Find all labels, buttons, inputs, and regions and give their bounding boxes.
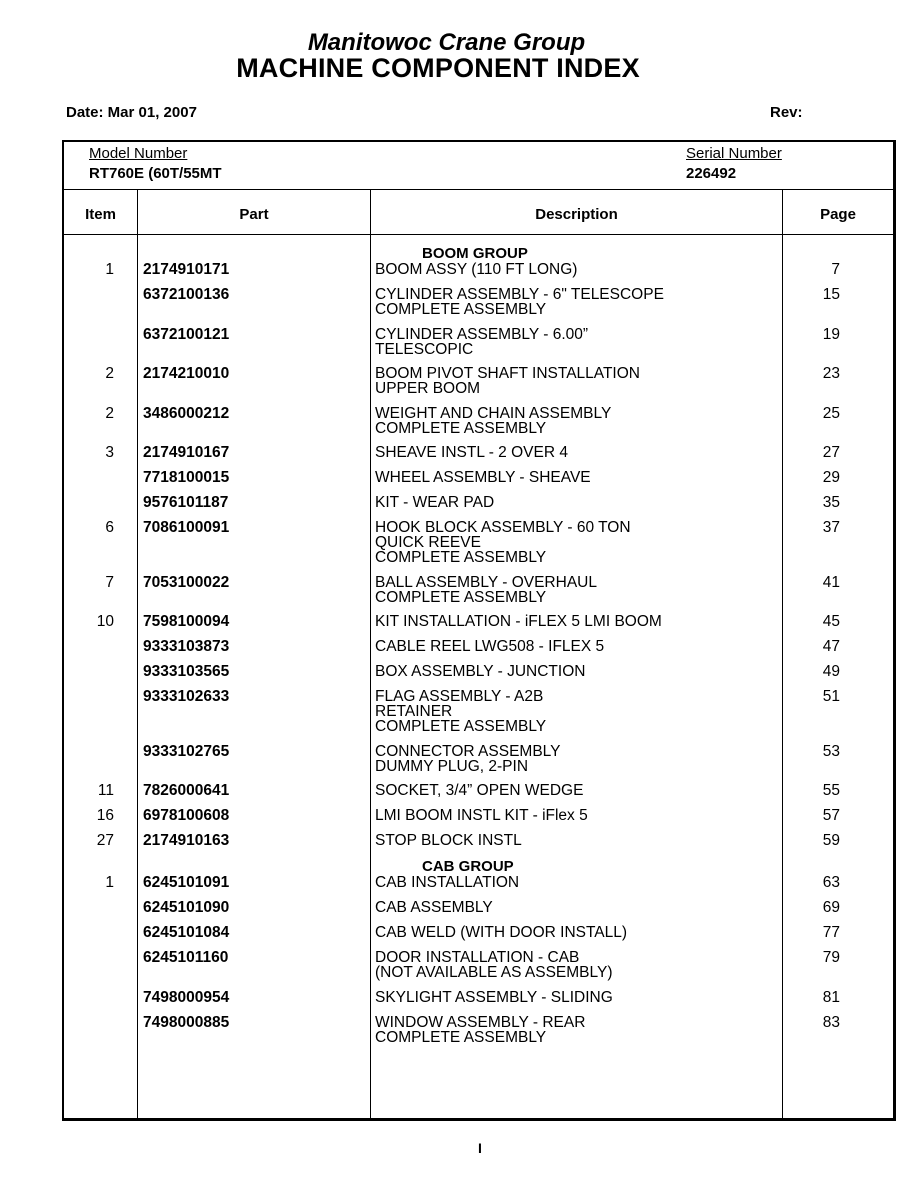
item-number: 2 bbox=[105, 365, 114, 382]
part-number: 7718100015 bbox=[143, 469, 230, 486]
table-row bbox=[0, 445, 918, 470]
description-line: LMI BOOM INSTL KIT - iFlex 5 bbox=[375, 807, 588, 824]
table-row bbox=[0, 287, 918, 327]
description-line: CAB ASSEMBLY bbox=[375, 899, 493, 916]
description bbox=[375, 833, 522, 848]
description-line: SOCKET, 3/4” OPEN WEDGE bbox=[375, 782, 584, 799]
description bbox=[375, 445, 568, 460]
page-ref: 29 bbox=[822, 469, 840, 486]
part-number: 9333103873 bbox=[143, 638, 230, 655]
description bbox=[375, 470, 591, 485]
part-number: 2174210010 bbox=[143, 365, 230, 382]
page-ref: 27 bbox=[822, 444, 840, 461]
description-line: CYLINDER ASSEMBLY - 6" TELESCOPE bbox=[375, 286, 664, 303]
description-line: KIT INSTALLATION - iFLEX 5 LMI BOOM bbox=[375, 613, 662, 630]
part-number: 6978100608 bbox=[143, 807, 230, 824]
description bbox=[375, 689, 546, 734]
item-number: 1 bbox=[105, 874, 114, 891]
table-row bbox=[0, 664, 918, 689]
description bbox=[375, 950, 612, 980]
page-ref: 25 bbox=[822, 404, 840, 422]
part-number: 7053100022 bbox=[143, 573, 230, 591]
part-number: 9333103565 bbox=[143, 663, 230, 680]
description-line: FLAG ASSEMBLY - A2B bbox=[375, 688, 544, 705]
part-number: 6245101160 bbox=[143, 949, 229, 966]
description-line: (NOT AVAILABLE AS ASSEMBLY) bbox=[375, 964, 613, 981]
description bbox=[375, 925, 627, 940]
serial-number-value: 226492 bbox=[686, 165, 737, 182]
description-line: WINDOW ASSEMBLY - REAR bbox=[375, 1013, 586, 1031]
description-line: COMPLETE ASSEMBLY bbox=[375, 718, 547, 735]
description bbox=[375, 783, 583, 798]
table-row bbox=[0, 639, 918, 664]
column-header-description: Description bbox=[535, 206, 618, 223]
table-row bbox=[0, 470, 918, 495]
part-number: 3486000212 bbox=[143, 404, 230, 422]
description bbox=[375, 406, 611, 436]
item-number: 11 bbox=[97, 782, 114, 799]
description bbox=[375, 287, 664, 317]
description bbox=[375, 875, 519, 890]
part-number: 7498000885 bbox=[143, 1013, 230, 1031]
description-line: BOOM ASSY (110 FT LONG) bbox=[375, 261, 578, 278]
description-line: CONNECTOR ASSEMBLY bbox=[375, 742, 561, 760]
table-row bbox=[0, 575, 918, 615]
table-row bbox=[0, 406, 918, 446]
item-number: 6 bbox=[105, 519, 114, 536]
table-row bbox=[0, 327, 918, 367]
column-header-page: Page bbox=[820, 206, 856, 223]
company-name: Manitowoc Crane Group bbox=[307, 29, 586, 56]
table-row bbox=[0, 614, 918, 639]
part-number: 2174910167 bbox=[143, 444, 230, 461]
table-row bbox=[0, 744, 918, 784]
page-ref: 59 bbox=[822, 832, 840, 849]
description bbox=[375, 520, 631, 565]
header-divider bbox=[64, 189, 893, 190]
description-line: COMPLETE ASSEMBLY bbox=[375, 549, 547, 566]
page-ref: 45 bbox=[822, 613, 840, 630]
description-line: BALL ASSEMBLY - OVERHAUL bbox=[375, 573, 597, 591]
description bbox=[375, 366, 640, 396]
model-number-label: Model Number bbox=[89, 145, 188, 162]
description bbox=[375, 990, 613, 1005]
page-ref: 23 bbox=[822, 365, 840, 382]
part-number: 2174910171 bbox=[143, 261, 230, 278]
table-row bbox=[0, 366, 918, 406]
table-row bbox=[0, 808, 918, 833]
page-ref: 63 bbox=[822, 874, 840, 891]
page-number: I bbox=[478, 1140, 482, 1156]
page-ref: 47 bbox=[822, 638, 840, 655]
part-number: 9333102633 bbox=[143, 688, 230, 705]
description-line: RETAINER bbox=[375, 703, 453, 720]
page-ref: 77 bbox=[822, 924, 840, 941]
part-number: 9333102765 bbox=[143, 742, 230, 760]
description-line: CAB INSTALLATION bbox=[375, 874, 520, 891]
description-line: SKYLIGHT ASSEMBLY - SLIDING bbox=[375, 988, 613, 1006]
column-header-part: Part bbox=[239, 206, 269, 223]
table-row bbox=[0, 783, 918, 808]
description bbox=[375, 262, 577, 277]
table-row bbox=[0, 925, 918, 950]
item-number: 27 bbox=[96, 832, 114, 849]
description-line: BOX ASSEMBLY - JUNCTION bbox=[375, 663, 586, 680]
description-line: CABLE REEL LWG508 - IFLEX 5 bbox=[375, 638, 605, 655]
page-ref: 83 bbox=[822, 1013, 840, 1031]
item-number: 3 bbox=[105, 444, 114, 461]
page-ref: 57 bbox=[822, 807, 840, 824]
part-number: 9576101187 bbox=[143, 494, 229, 511]
description-line: HOOK BLOCK ASSEMBLY - 60 TON bbox=[375, 519, 631, 536]
description-line: COMPLETE ASSEMBLY bbox=[375, 588, 547, 606]
table-row bbox=[0, 520, 918, 575]
description bbox=[375, 664, 585, 679]
serial-number-label: Serial Number bbox=[686, 145, 782, 162]
group-name: CAB GROUP bbox=[422, 858, 514, 875]
page-ref: 51 bbox=[822, 688, 840, 705]
page-title: MACHINE COMPONENT INDEX bbox=[236, 53, 640, 83]
description bbox=[375, 744, 560, 774]
page-ref: 69 bbox=[822, 899, 840, 916]
table-row bbox=[0, 495, 918, 520]
description bbox=[375, 327, 588, 357]
description-line: BOOM PIVOT SHAFT INSTALLATION bbox=[375, 365, 640, 382]
part-number: 7086100091 bbox=[143, 519, 230, 536]
table-body bbox=[0, 245, 918, 1054]
part-number: 6372100136 bbox=[143, 286, 230, 303]
group-header bbox=[0, 245, 918, 262]
revision-label: Rev: bbox=[770, 104, 803, 121]
description bbox=[375, 900, 493, 915]
description-line: KIT - WEAR PAD bbox=[375, 494, 495, 511]
part-number: 6245101084 bbox=[143, 924, 230, 941]
description-line: TELESCOPIC bbox=[375, 340, 474, 358]
part-number: 6245101091 bbox=[143, 874, 230, 891]
table-row bbox=[0, 689, 918, 744]
description-line: COMPLETE ASSEMBLY bbox=[375, 419, 547, 437]
description bbox=[375, 1015, 585, 1045]
description-line: DUMMY PLUG, 2-PIN bbox=[375, 757, 529, 775]
item-number: 10 bbox=[96, 613, 114, 630]
group-header bbox=[0, 858, 918, 875]
model-number-value: RT760E (60T/55MT bbox=[89, 165, 222, 182]
description-line: CYLINDER ASSEMBLY - 6.00” bbox=[375, 325, 589, 343]
page-ref: 35 bbox=[822, 494, 840, 511]
part-number: 6245101090 bbox=[143, 899, 230, 916]
item-number: 16 bbox=[96, 807, 114, 824]
page-ref: 49 bbox=[822, 663, 840, 680]
page-ref: 81 bbox=[822, 988, 840, 1006]
description-line: WHEEL ASSEMBLY - SHEAVE bbox=[375, 469, 591, 486]
part-number: 7498000954 bbox=[143, 988, 230, 1006]
page-ref: 79 bbox=[822, 949, 840, 966]
table-row bbox=[0, 900, 918, 925]
part-number: 6372100121 bbox=[143, 325, 230, 343]
description-line: UPPER BOOM bbox=[375, 380, 481, 397]
page-ref: 53 bbox=[822, 742, 840, 760]
description bbox=[375, 575, 597, 605]
table-row bbox=[0, 833, 918, 858]
page-ref: 55 bbox=[822, 782, 840, 799]
document-date: Date: Mar 01, 2007 bbox=[66, 104, 197, 121]
group-name: BOOM GROUP bbox=[422, 245, 528, 262]
description-line: SHEAVE INSTL - 2 OVER 4 bbox=[375, 444, 568, 461]
page-ref: 7 bbox=[831, 261, 840, 278]
description-line: COMPLETE ASSEMBLY bbox=[375, 1028, 547, 1046]
page-ref: 15 bbox=[822, 286, 840, 303]
description-line: CAB WELD (WITH DOOR INSTALL) bbox=[375, 924, 628, 941]
table-row bbox=[0, 990, 918, 1015]
item-number: 1 bbox=[105, 261, 114, 278]
part-number: 7826000641 bbox=[143, 782, 230, 799]
description-line: DOOR INSTALLATION - CAB bbox=[375, 949, 580, 966]
page-ref: 37 bbox=[822, 519, 840, 536]
description-line: STOP BLOCK INSTL bbox=[375, 832, 522, 849]
description bbox=[375, 639, 604, 654]
table-row bbox=[0, 262, 918, 287]
description bbox=[375, 495, 494, 510]
column-header-item: Item bbox=[85, 206, 116, 223]
part-number: 7598100094 bbox=[143, 613, 230, 630]
description-line: COMPLETE ASSEMBLY bbox=[375, 301, 547, 318]
item-number: 7 bbox=[105, 573, 114, 591]
description-line: WEIGHT AND CHAIN ASSEMBLY bbox=[375, 404, 612, 422]
page-ref: 41 bbox=[822, 573, 840, 591]
table-row bbox=[0, 1015, 918, 1055]
description bbox=[375, 614, 662, 629]
column-header-divider bbox=[64, 234, 893, 235]
table-row bbox=[0, 950, 918, 990]
description bbox=[375, 808, 588, 823]
page-ref: 19 bbox=[822, 325, 840, 343]
description-line: QUICK REEVE bbox=[375, 534, 481, 551]
part-number: 2174910163 bbox=[143, 832, 230, 849]
table-row bbox=[0, 875, 918, 900]
item-number: 2 bbox=[105, 404, 114, 422]
